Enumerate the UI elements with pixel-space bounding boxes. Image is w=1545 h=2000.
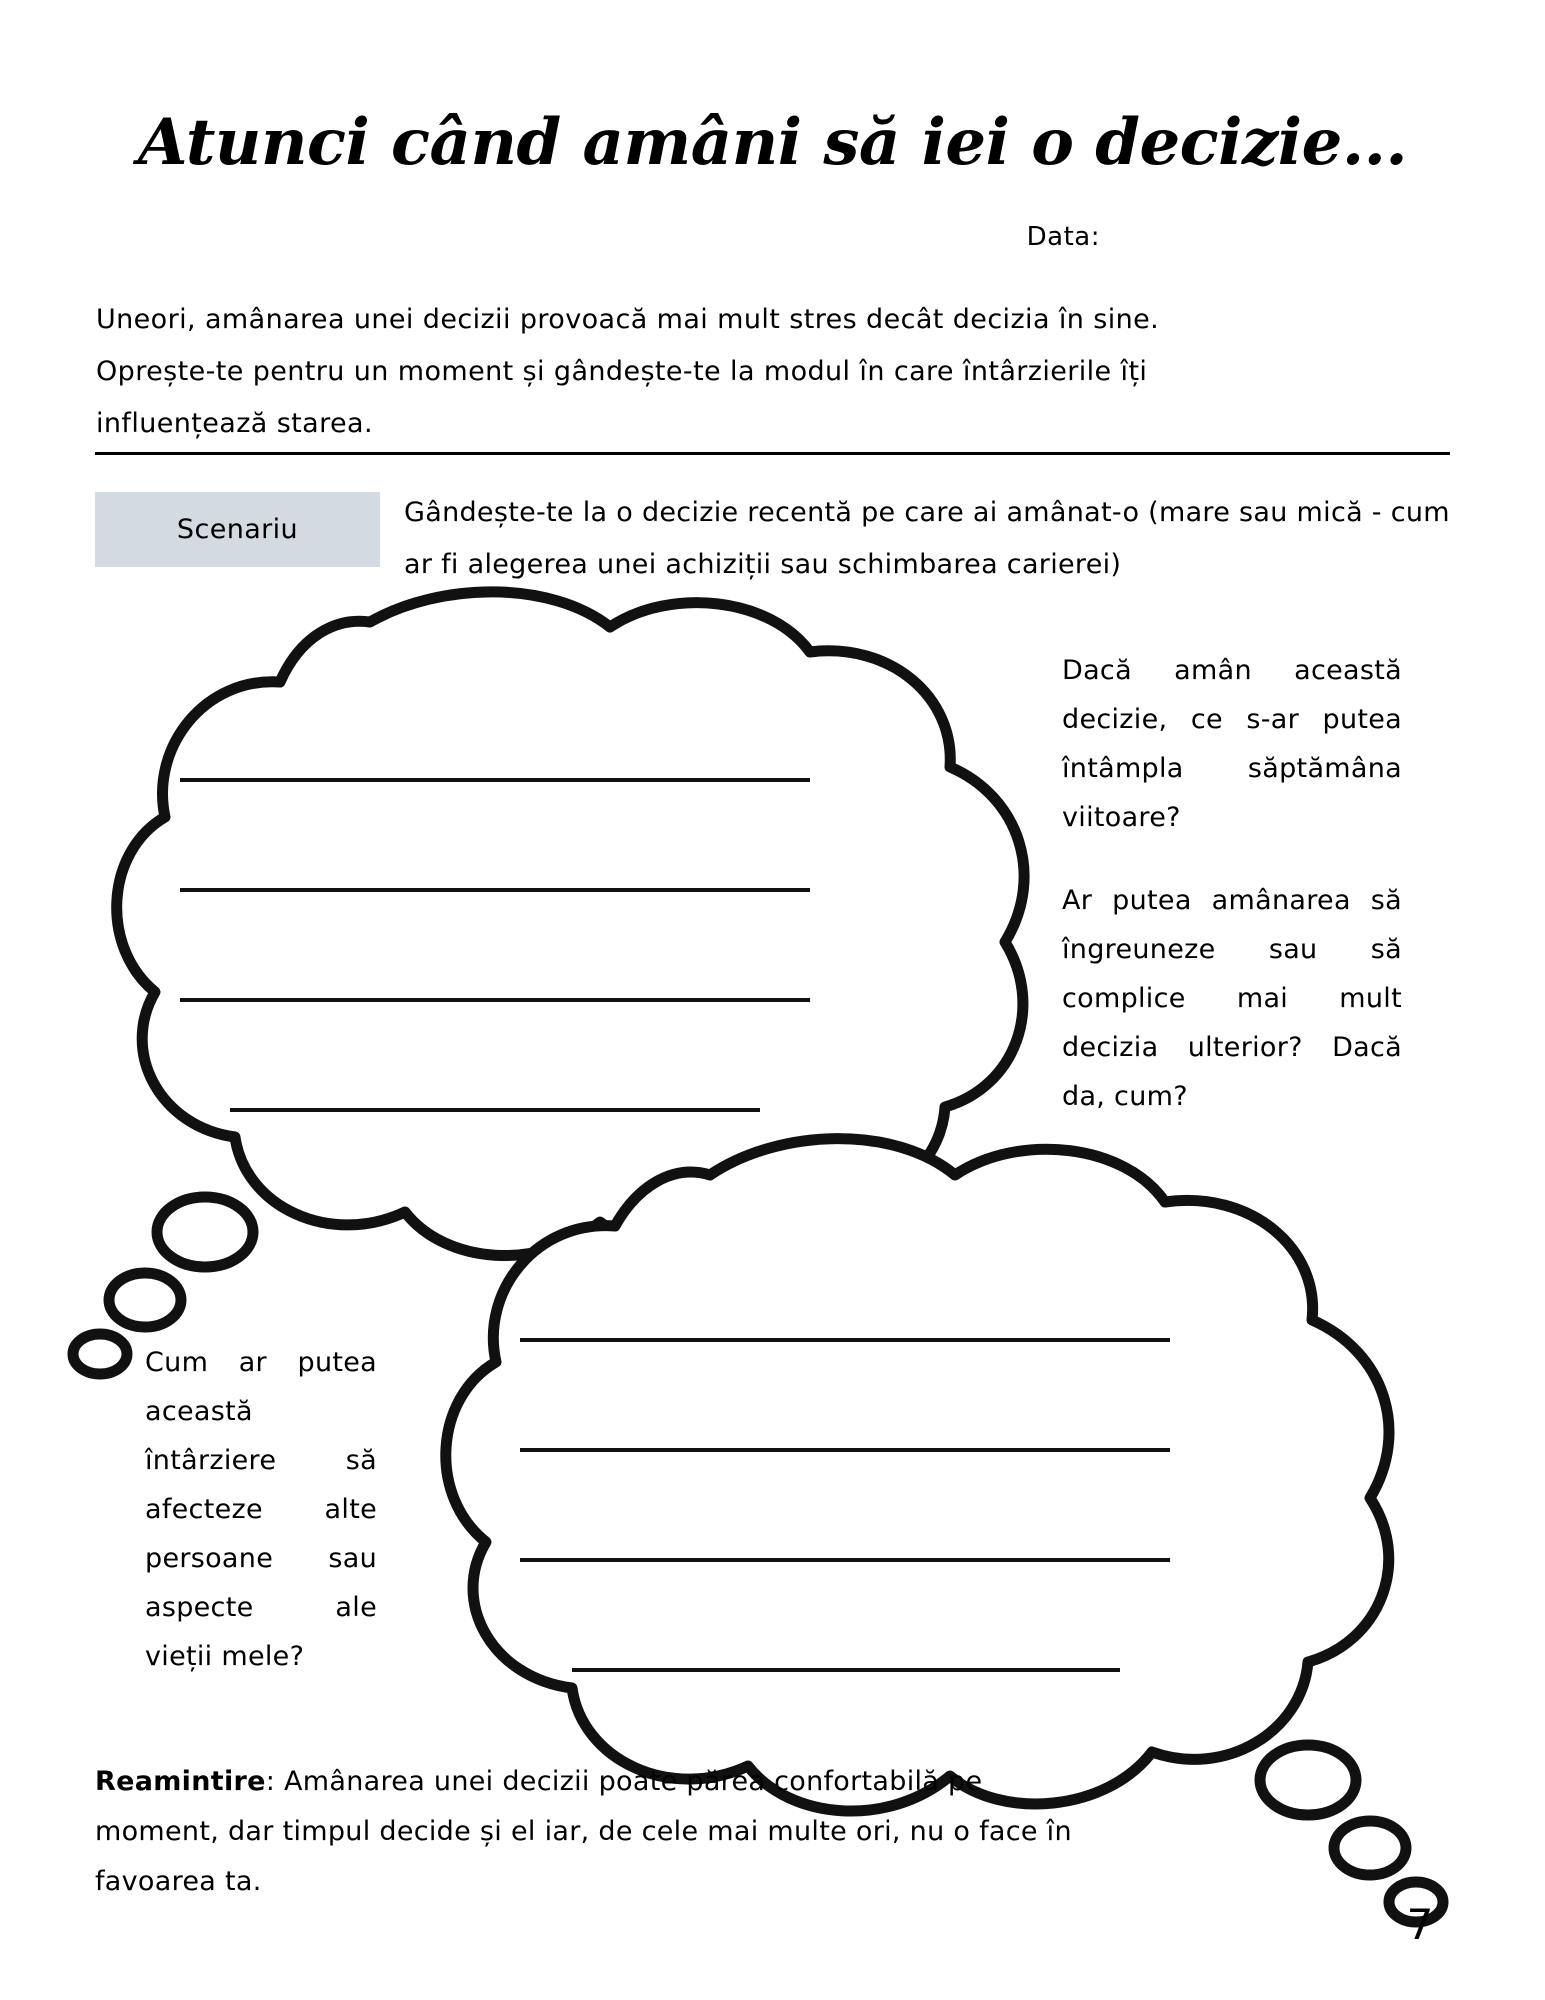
thought-tail-bubble-medium (1334, 1821, 1406, 1875)
intro-line-3: influențează starea. (96, 408, 373, 439)
page-title: Atunci când amâni să iei o decizie... (137, 104, 1408, 180)
thought-cloud-bottom (380, 1140, 1440, 1840)
thought-tail-bubble-large (157, 1197, 253, 1267)
scenario-prompt-text: Gândește-te la o decizie recentă pe care ai amânat-o (mare sau mică - cum ar fi alegerea unei achiziții sau schimbarea carierei) (404, 497, 1450, 580)
page-number: 7 (1406, 1900, 1434, 1949)
scenario-label: Scenariu (176, 514, 299, 545)
reminder-text-1: : Amânarea unei decizii poate părea confortabilă pe (265, 1766, 983, 1797)
question-left-1: Cum ar putea această întârziere să afecteze alte persoane sau aspecte ale vieții mele? (145, 1347, 377, 1672)
question-right-1: Dacă amân această decizie, ce s-ar putea întâmpla săptămâna viitoare? (1062, 655, 1402, 833)
intro-paragraph (96, 294, 1448, 450)
reminder-line-1 (95, 1757, 1250, 1807)
thought-tail-bubble-medium (109, 1273, 181, 1327)
question-group-left (145, 1338, 377, 1681)
thought-tail-bubble-large (1260, 1745, 1356, 1815)
question-group-right (1062, 646, 1402, 1121)
date-field-label: Data: (1026, 222, 1100, 252)
section-divider (95, 452, 1450, 455)
reminder-paragraph (95, 1757, 1250, 1907)
intro-line-2: Oprește-te pentru un moment și gândește-te la modul în care întârzierile îți (96, 356, 1148, 387)
intro-line-1: Uneori, amânarea unei decizii provoacă mai mult stres decât decizia în sine. (96, 304, 1160, 335)
reminder-line-3: favoarea ta. (95, 1866, 262, 1897)
reminder-line-2: moment, dar timpul decide și el iar, de cele mai multe ori, nu o face în (95, 1816, 1072, 1847)
question-right-2: Ar putea amânarea să îngreuneze sau să complice mai mult decizia ulterior? Dacă da, cum? (1062, 885, 1402, 1112)
cloud-outline-bottom (446, 1139, 1389, 1811)
scenario-label-box (95, 492, 380, 567)
thought-tail-bubble-small (73, 1334, 127, 1374)
reminder-label: Reamintire (95, 1766, 266, 1797)
